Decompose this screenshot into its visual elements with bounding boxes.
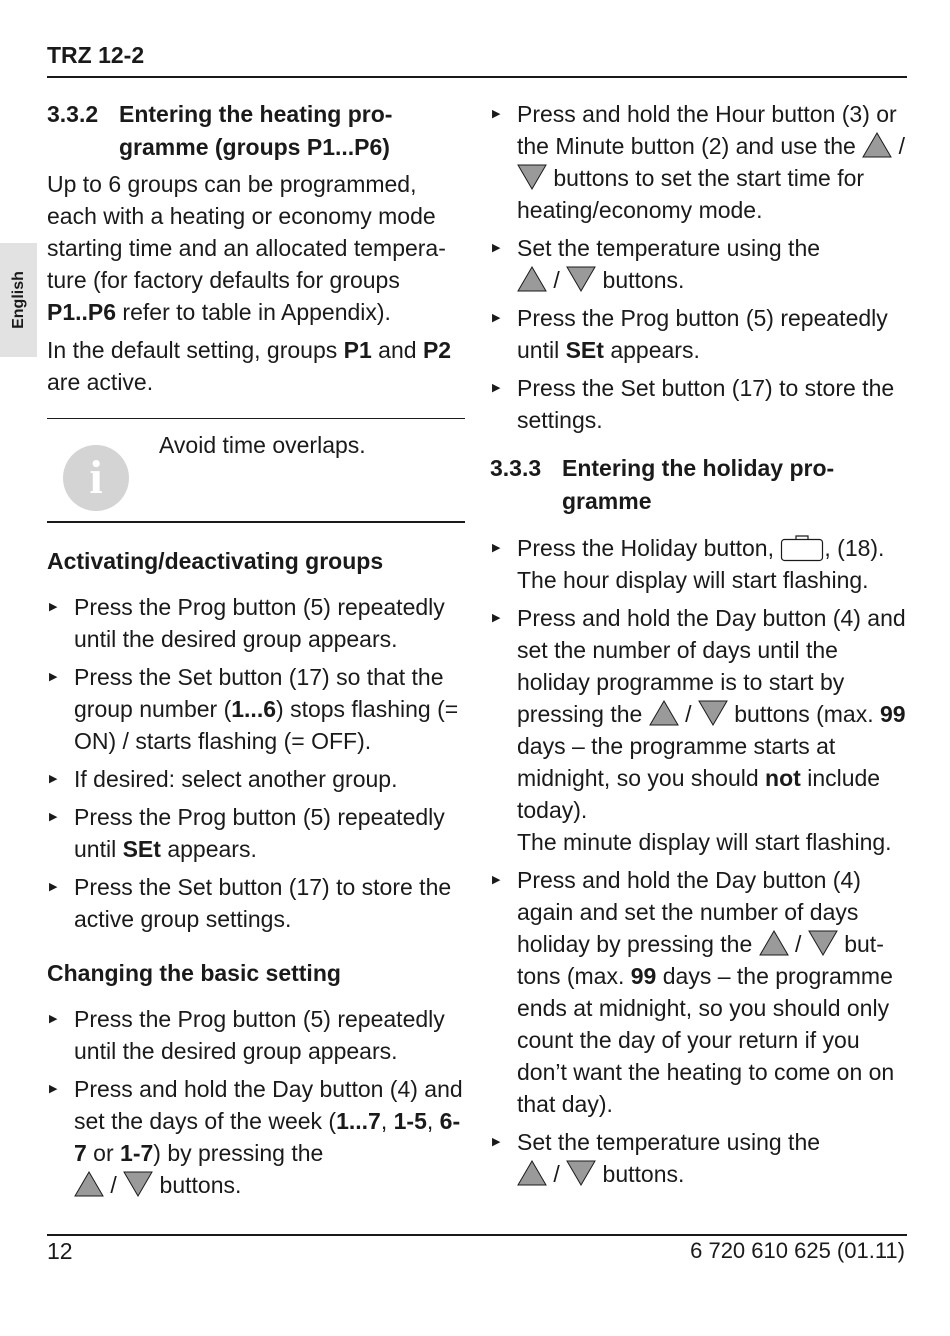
down-arrow-button-icon	[566, 1160, 596, 1186]
up-arrow-button-icon	[759, 930, 789, 956]
bullet-marker-icon: ▶	[49, 773, 58, 785]
down-arrow-button-icon	[808, 930, 838, 956]
bullet-marker-icon: ▶	[49, 1083, 58, 1095]
heating-continued-list	[490, 98, 910, 436]
down-arrow-button-icon	[123, 1171, 153, 1197]
suitcase-icon	[780, 534, 824, 562]
bullet-marker-icon: ▶	[492, 108, 501, 120]
bullet-marker-icon: ▶	[49, 601, 58, 613]
up-arrow-button-icon	[862, 132, 892, 158]
down-arrow-button-icon	[698, 700, 728, 726]
bullet-marker-icon: ▶	[492, 382, 501, 394]
note-box	[47, 418, 465, 523]
bullet-marker-icon: ▶	[49, 671, 58, 683]
right-column	[490, 98, 910, 1190]
holiday-list	[490, 532, 910, 1190]
section-number: 3.3.2	[47, 101, 99, 127]
list-item: ▶ Press the Prog button (5) repeatedly until the desired group appears.	[47, 1003, 465, 1067]
intro-paragraph: Up to 6 groups can be programmed, each with a heating or economy mode starting time and an allocated tempera-ture (for factory defaults for groups P1..P6 refer to table in Appendix).	[47, 171, 446, 325]
list-item: ▶ If desired: select another group.	[47, 763, 465, 795]
section-title: Entering the heating pro-gramme (groups P1...P6)	[119, 101, 393, 160]
list-item: ▶ Press the Set button (17) so that the group number (1...6) stops flashing (= ON) / starts flashing (= OFF).	[47, 661, 465, 757]
bullet-marker-icon: ▶	[49, 881, 58, 893]
down-arrow-button-icon	[517, 164, 547, 190]
list-item: ▶ Set the temperature using the / buttons.	[490, 1126, 910, 1190]
note-text: Avoid time overlaps.	[159, 432, 366, 458]
left-column	[47, 98, 465, 1201]
list-item: ▶ Press the Holiday button, , (18). The hour display will start flashing.	[490, 532, 910, 596]
list-item: ▶ Press and hold the Day button (4) again and set the number of days holiday by pressing the / but-tons (max. 99 days – the programme ends at midnight, so you should only count the day of your return if you don’t want the heating to come on on that day).	[490, 864, 910, 1120]
up-arrow-button-icon	[74, 1171, 104, 1197]
header-rule	[47, 76, 907, 78]
page-number: 12	[47, 1238, 73, 1264]
list-item: ▶ Press the Prog button (5) repeatedly until SEt appears.	[490, 302, 910, 366]
info-icon: i	[63, 445, 129, 511]
up-arrow-button-icon	[517, 1160, 547, 1186]
list-item: ▶ Press the Set button (17) to store the active group settings.	[47, 871, 465, 935]
changing-list	[47, 1003, 465, 1201]
down-arrow-button-icon	[566, 266, 596, 292]
footer-rule	[47, 1234, 907, 1236]
list-item: ▶ Press the Prog button (5) repeatedly until SEt appears.	[47, 801, 465, 865]
list-item: ▶ Press the Set button (17) to store the settings.	[490, 372, 910, 436]
bullet-marker-icon: ▶	[492, 312, 501, 324]
section-heading-332	[47, 98, 465, 164]
activating-heading: Activating/deactivating groups	[47, 548, 384, 574]
section-heading-333	[490, 452, 910, 518]
activating-list	[47, 591, 465, 935]
bullet-marker-icon: ▶	[49, 1013, 58, 1025]
document-header-title: TRZ 12-2	[47, 42, 145, 68]
bullet-marker-icon: ▶	[492, 542, 501, 554]
section-number: 3.3.3	[490, 455, 542, 481]
language-tab-label: English	[9, 271, 27, 329]
list-item: ▶ Press the Prog button (5) repeatedly until the desired group appears.	[47, 591, 465, 655]
list-item: ▶ Set the temperature using the / buttons.	[490, 232, 910, 296]
list-item: ▶ Press and hold the Day button (4) and set the days of the week (1...7, 1-5, 6-7 or 1-7) by pressing the / buttons.	[47, 1073, 465, 1201]
document-code: 6 720 610 625 (01.11)	[690, 1238, 905, 1263]
list-item: ▶ Press and hold the Hour button (3) or the Minute button (2) and use the / buttons to set the start time for heating/economy mode.	[490, 98, 910, 226]
list-item: ▶ Press and hold the Day button (4) and set the number of days until the holiday programme is to start by pressing the / buttons (max. 99 days – the programme starts at midnight, so you should not include today). The minute display will start flashing.	[490, 602, 910, 858]
up-arrow-button-icon	[517, 266, 547, 292]
bullet-marker-icon: ▶	[492, 612, 501, 624]
bullet-marker-icon: ▶	[492, 1136, 501, 1148]
language-tab	[0, 243, 37, 357]
changing-heading: Changing the basic setting	[47, 960, 341, 986]
bullet-marker-icon: ▶	[492, 242, 501, 254]
bullet-marker-icon: ▶	[49, 811, 58, 823]
default-setting-paragraph: In the default setting, groups P1 and P2 are active.	[47, 337, 452, 395]
up-arrow-button-icon	[649, 700, 679, 726]
section-title: Entering the holiday pro-gramme	[562, 455, 835, 514]
bullet-marker-icon: ▶	[492, 874, 501, 886]
